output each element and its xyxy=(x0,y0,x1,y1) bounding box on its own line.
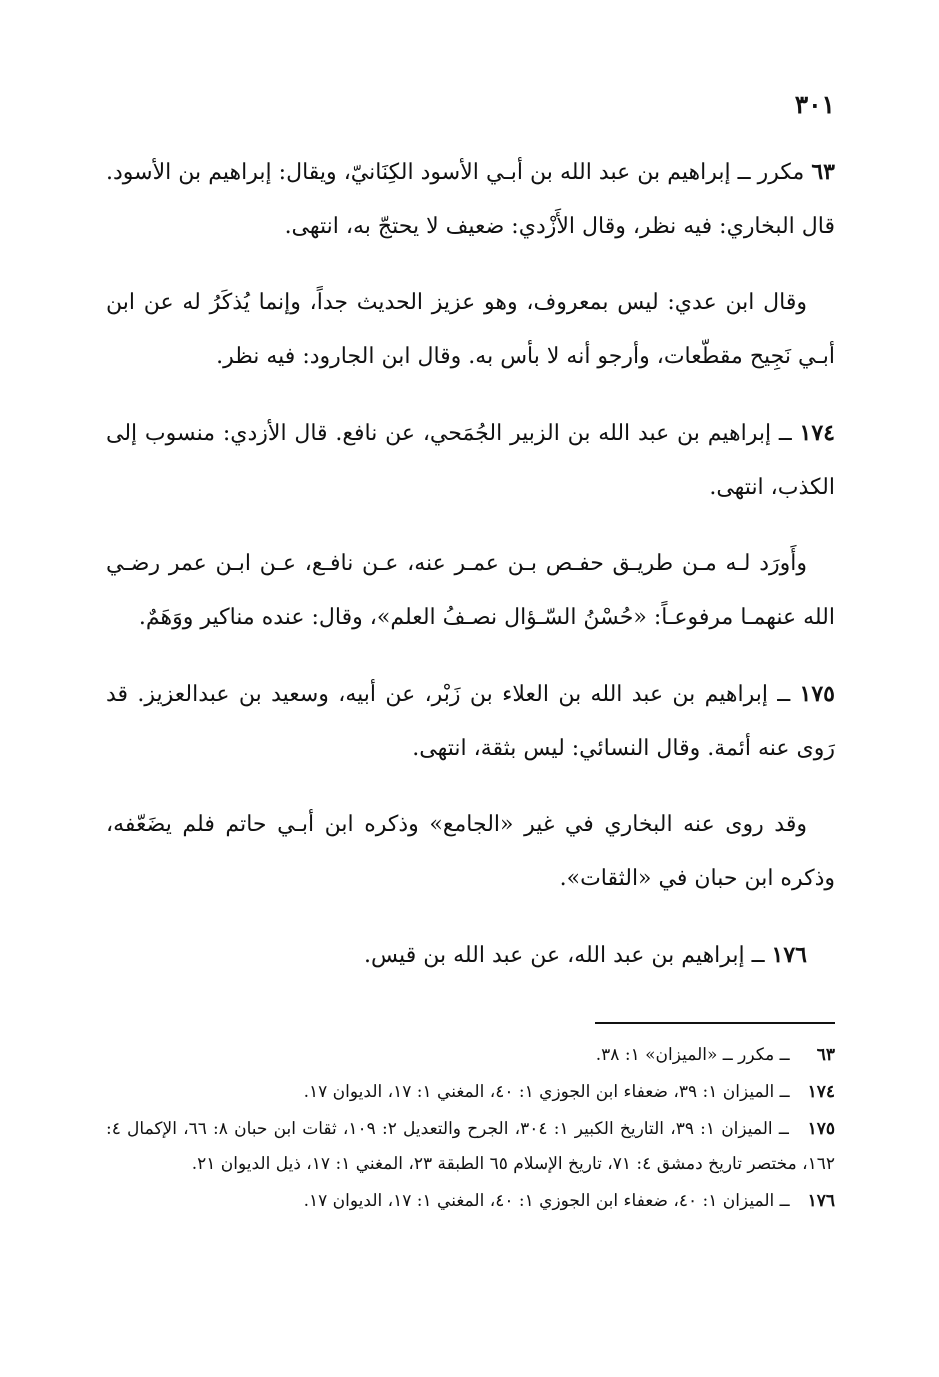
footnote-text: ــ الميزان ١: ٣٩، التاريخ الكبير ١: ٣٠٤، الجرح والتعديل ٢: ١٠٩، ثقات ابن حبان ٨: ٦٦، الإكمال ٤: ١٦٢، مختصر تاريخ دمشق ٤: ٧١، تاريخ الإسلام ٦٥ الطبقة ٢٣، المغني ١: ١٧، ذيل الديوان ٢١. xyxy=(106,1119,835,1174)
footnote-text: ــ الميزان ١: ٣٩، ضعفاء ابن الجوزي ١: ٤٠، المغني ١: ١٧، الديوان ١٧. xyxy=(303,1082,790,1102)
footnote-number: ٦٣ xyxy=(816,1045,835,1065)
main-text xyxy=(106,145,835,1005)
commentary-paragraph xyxy=(106,276,835,384)
paragraph-text: مكرر ــ إبراهيم بن عبد الله بن أبـي الأسود الكِنَانيّ، ويقال: إبراهيم بن الأسود. قال البخاري: فيه نظر، وقال الأَزْدي: ضعيف لا يحتجّ به، انتهى. xyxy=(106,160,835,239)
footnotes xyxy=(106,1038,835,1221)
entry-number: ١٧٥ xyxy=(799,681,835,707)
paragraph-text: ــ إبراهيم بن عبد الله، عن عبد الله بن قيس. xyxy=(364,943,765,968)
commentary-paragraph xyxy=(106,537,835,645)
entry-paragraph xyxy=(106,928,835,983)
paragraph-text: وقد روى عنه البخاري في غير «الجامع» وذكره ابن أبـي حاتم فلم يضَعّفه، وذكره ابن حبان في «الثقات». xyxy=(106,812,835,891)
footnote-text: ــ الميزان ١: ٤٠، ضعفاء ابن الجوزي ١: ٤٠، المغني ١: ١٧، الديوان ١٧. xyxy=(303,1191,790,1211)
paragraph-text: وأَورَد لـه مـن طريـق حفـص بـن عمـر عنه، عـن نافـع، عـن ابـن عمر رضـي الله عنهمـا مرفوعـاً: «حُسْنُ السّـؤال نصـفُ العلم»، وقال: عنده مناكير ووَهَمٌ. xyxy=(106,551,835,630)
footnote-divider xyxy=(595,1022,835,1024)
entry-number: ١٧٦ xyxy=(771,942,807,968)
entry-number: ١٧٤ xyxy=(799,420,835,446)
entry-paragraph xyxy=(106,667,835,776)
paragraph-text: ــ إبراهيم بن عبد الله بن الزبير الجُمَحي، عن نافع. قال الأزدي: منسوب إلى الكذب، انتهى. xyxy=(106,421,835,500)
footnote xyxy=(106,1038,835,1073)
entry-paragraph xyxy=(106,145,835,254)
page-number: ٣٠١ xyxy=(794,90,835,119)
footnote xyxy=(106,1112,835,1182)
footnote xyxy=(106,1184,835,1219)
entry-paragraph xyxy=(106,406,835,515)
footnote xyxy=(106,1075,835,1110)
footnote-number: ١٧٦ xyxy=(807,1191,835,1211)
footnote-text: ــ مكرر ــ «الميزان» ١: ٣٨. xyxy=(595,1045,790,1065)
paragraph-text: ــ إبراهيم بن عبد الله بن العلاء بن زَبْر، عن أبيه، وسعيد بن عبدالعزيز. قد رَوى عنه أئمة. وقال النسائي: ليس بثقة، انتهى. xyxy=(106,682,835,761)
commentary-paragraph xyxy=(106,798,835,906)
footnote-number: ١٧٥ xyxy=(807,1119,835,1139)
footnote-number: ١٧٤ xyxy=(807,1082,835,1102)
paragraph-text: وقال ابن عدي: ليس بمعروف، وهو عزيز الحديث جداً، وإنما يُذكَرُ له عن ابن أبـي نَجِيح مقطّعات، وأرجو أنه لا بأس به. وقال ابن الجارود: فيه نظر. xyxy=(106,290,835,369)
entry-number: ٦٣ xyxy=(811,159,835,185)
